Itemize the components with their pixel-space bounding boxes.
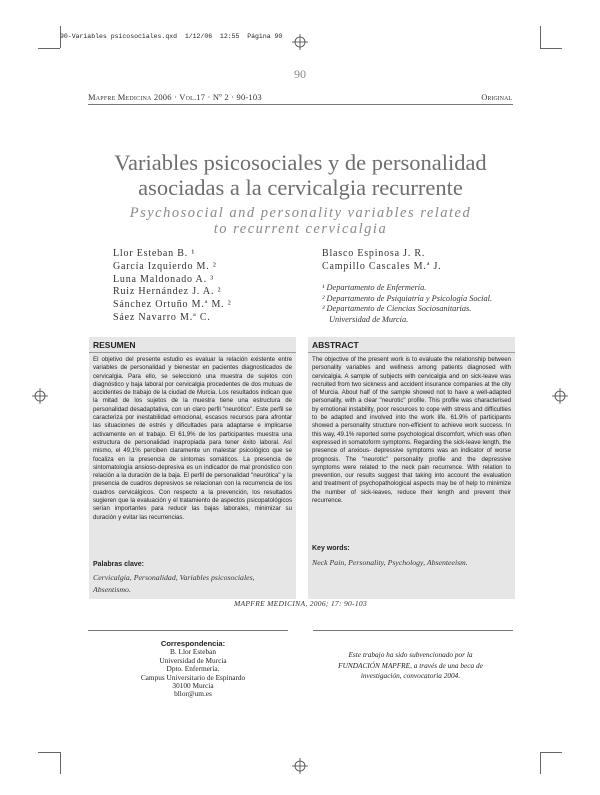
registration-mark-icon [292, 34, 308, 50]
funding-line: FUNDACIÓN MAPFRE, a través de una beca de [338, 660, 483, 670]
funding-line: investigación, convocatoria 2004. [360, 671, 461, 680]
abstract-text: The objective of the present work is to evaluate the relationship between personality variables and wellness among patients diagnosed with cervicalgia. A sample of subjects with cervicalgia and on sick-leave was recruited from two sickness and accident insurance companies at the city of Murcia. About half of the sample showed not to have a well-adapted personality, with a clear "neurotic" profile. This profile was characterised by emotional instability, poor resources to cope with stress and difficulties to be adapted and involved into the work life. 61.9% of participants showed a personality structure non-efficient to achieve work success. In this way, 49.1% reported some psychological discomfort, which was often expressed in somatoform symptoms. Regarding the sick-leave length, the presence of anxious- depressive symptoms was an indicator of worse prognosis. The "neurotic" personality profile and the depressive symptoms were related to the neck pain recurrence. With relation to prevention, our results suggest that taking into account the evaluation and treatment of psychopathological aspects may be of help to minimize the number of sick-leaves, reduce their length and prevent their recurrence. [312, 356, 511, 505]
crop-mark [60, 752, 61, 774]
crop-mark [38, 48, 60, 49]
title-line: asociadas a la cervicalgia recurrente [138, 175, 463, 200]
crop-mark [38, 752, 60, 753]
registration-mark-icon [292, 758, 308, 774]
subtitle-line: to recurrent cervicalgia [213, 221, 388, 237]
affiliations [322, 283, 492, 325]
correspondence [133, 640, 253, 699]
correspondence-line: Campus Universitario de Espinardo [140, 672, 246, 682]
article-subtitle [88, 205, 513, 237]
header-rule [88, 104, 513, 105]
author: Campillo Cascales M.ª J. [322, 260, 442, 272]
registration-mark-icon [32, 388, 48, 404]
author: Sáez Navarro M.ª C. [113, 311, 211, 323]
authors-right [322, 248, 441, 274]
authors-left [113, 248, 232, 325]
title-line: Variables psicosociales y de personalidad [114, 150, 487, 175]
abstract-keywords: Neck Pain, Personality, Psychology, Absenteeism. [312, 558, 468, 567]
resumen-keywords-label: Palabras clave: [93, 561, 144, 568]
box-rule [308, 352, 515, 353]
correspondence-line: Dpto. Enfermería. [166, 664, 220, 674]
crop-mark [540, 752, 541, 774]
correspondence-title: Correspondencia: [160, 639, 226, 648]
file-slug: 90-Variables psicosociales.qxd 1/12/06 12:55 Página 90 [60, 33, 283, 40]
funding-note [308, 650, 513, 682]
crop-mark [540, 752, 562, 753]
crop-mark [60, 26, 61, 48]
correspondence-email[interactable]: bllor@um.es [174, 689, 212, 699]
correspondence-line: 30100 Murcia [172, 681, 214, 691]
resumen-title: RESUMEN [93, 340, 136, 350]
affiliation: ¹ Departamento de Enfermería. [322, 283, 427, 292]
running-head-section: Original [481, 92, 512, 102]
affiliation: Universidad de Murcia. [329, 314, 409, 324]
author: Luna Maldonado A. ³ [113, 273, 214, 285]
correspondence-line: B. Llor Esteban [169, 647, 216, 657]
article-title [88, 150, 513, 200]
correspondence-line: Universidad de Murcia [159, 655, 227, 665]
resumen-box [89, 337, 296, 599]
page-number: 90 [294, 67, 306, 81]
abstract-box [308, 337, 515, 599]
affiliation: ² Departamento de Psiquiatría y Psicología Social. [322, 293, 493, 303]
crop-mark [540, 48, 562, 49]
footer-rule-right [313, 630, 513, 631]
footer-rule-left [88, 630, 288, 631]
crop-mark [540, 26, 541, 48]
resumen-text: El objetivo del presente estudio es evaluar la relación existente entre variables de personalidad y bienestar en pacientes diagnosticados de cervicalgia. Para ello, se seleccionó una muestra de sujetos con diagnóstico y baja laboral por cervicalgia procedentes de dos mutuas de accidentes de trabajo de la ciudad de Murcia. Los resultados indican que la mitad de los sujetos de la muestra tiene una estructura de personalidad desadaptativa, con un claro perfil "neurótico". Este perfil se caracteriza por inestabilidad emocional, escasos recursos para afrontar las situaciones de estrés y dificultades para adaptarse e implicarse activamente en el trabajo. El 61,9% de los participantes muestra una estructura de personalidad inapropiada para tener éxito laboral. Así mismo, el 49,1% perciben claramente un malestar psicológico que se focaliza en la presencia de síntomas somáticos. La presencia de sintomatología ansioso-depresiva es un indicador de mal pronóstico con relación a la duración de la baja. El perfil de personalidad "neurótica" y la presencia de cuadros depresivos se relacionan con la recurrencia de los cuadros cervicálgicos. Con respecto a la prevención, los resultados sugieren que la evaluación y el tratamiento de aspectos psicopatológicos serían importantes para reducir las bajas laborales, minimizar su duración y evitar las recurrencias. [93, 356, 292, 521]
registration-mark-icon [552, 388, 568, 404]
box-rule [89, 352, 296, 353]
author: Llor Esteban B. ¹ [113, 248, 196, 259]
resumen-keywords: Cervicalgia, Personalidad, Variables psicosociales, Absentismo. [93, 573, 255, 594]
journal-citation: MAPFRE MEDICINA, 2006; 17: 90-103 [234, 599, 367, 608]
author: Sánchez Ortuño M.ª M. ² [113, 299, 232, 311]
author: Ruiz Hernández J. A. ² [113, 286, 222, 298]
affiliation: ³ Departamento de Ciencias Sociosanitarias. [322, 304, 472, 313]
funding-line: Este trabajo ha sido subvencionado por la [348, 650, 473, 659]
author: Blasco Espinosa J. R. [322, 248, 426, 259]
abstract-keywords-label: Key words: [312, 545, 350, 552]
abstract-title: ABSTRACT [312, 340, 359, 350]
subtitle-line: Psychosocial and personality variables related [129, 205, 472, 221]
running-head-journal: Mapfre Medicina 2006 · Vol.17 · Nº 2 · 90-103 [88, 92, 262, 102]
author: García Izquierdo M. ² [113, 260, 217, 272]
